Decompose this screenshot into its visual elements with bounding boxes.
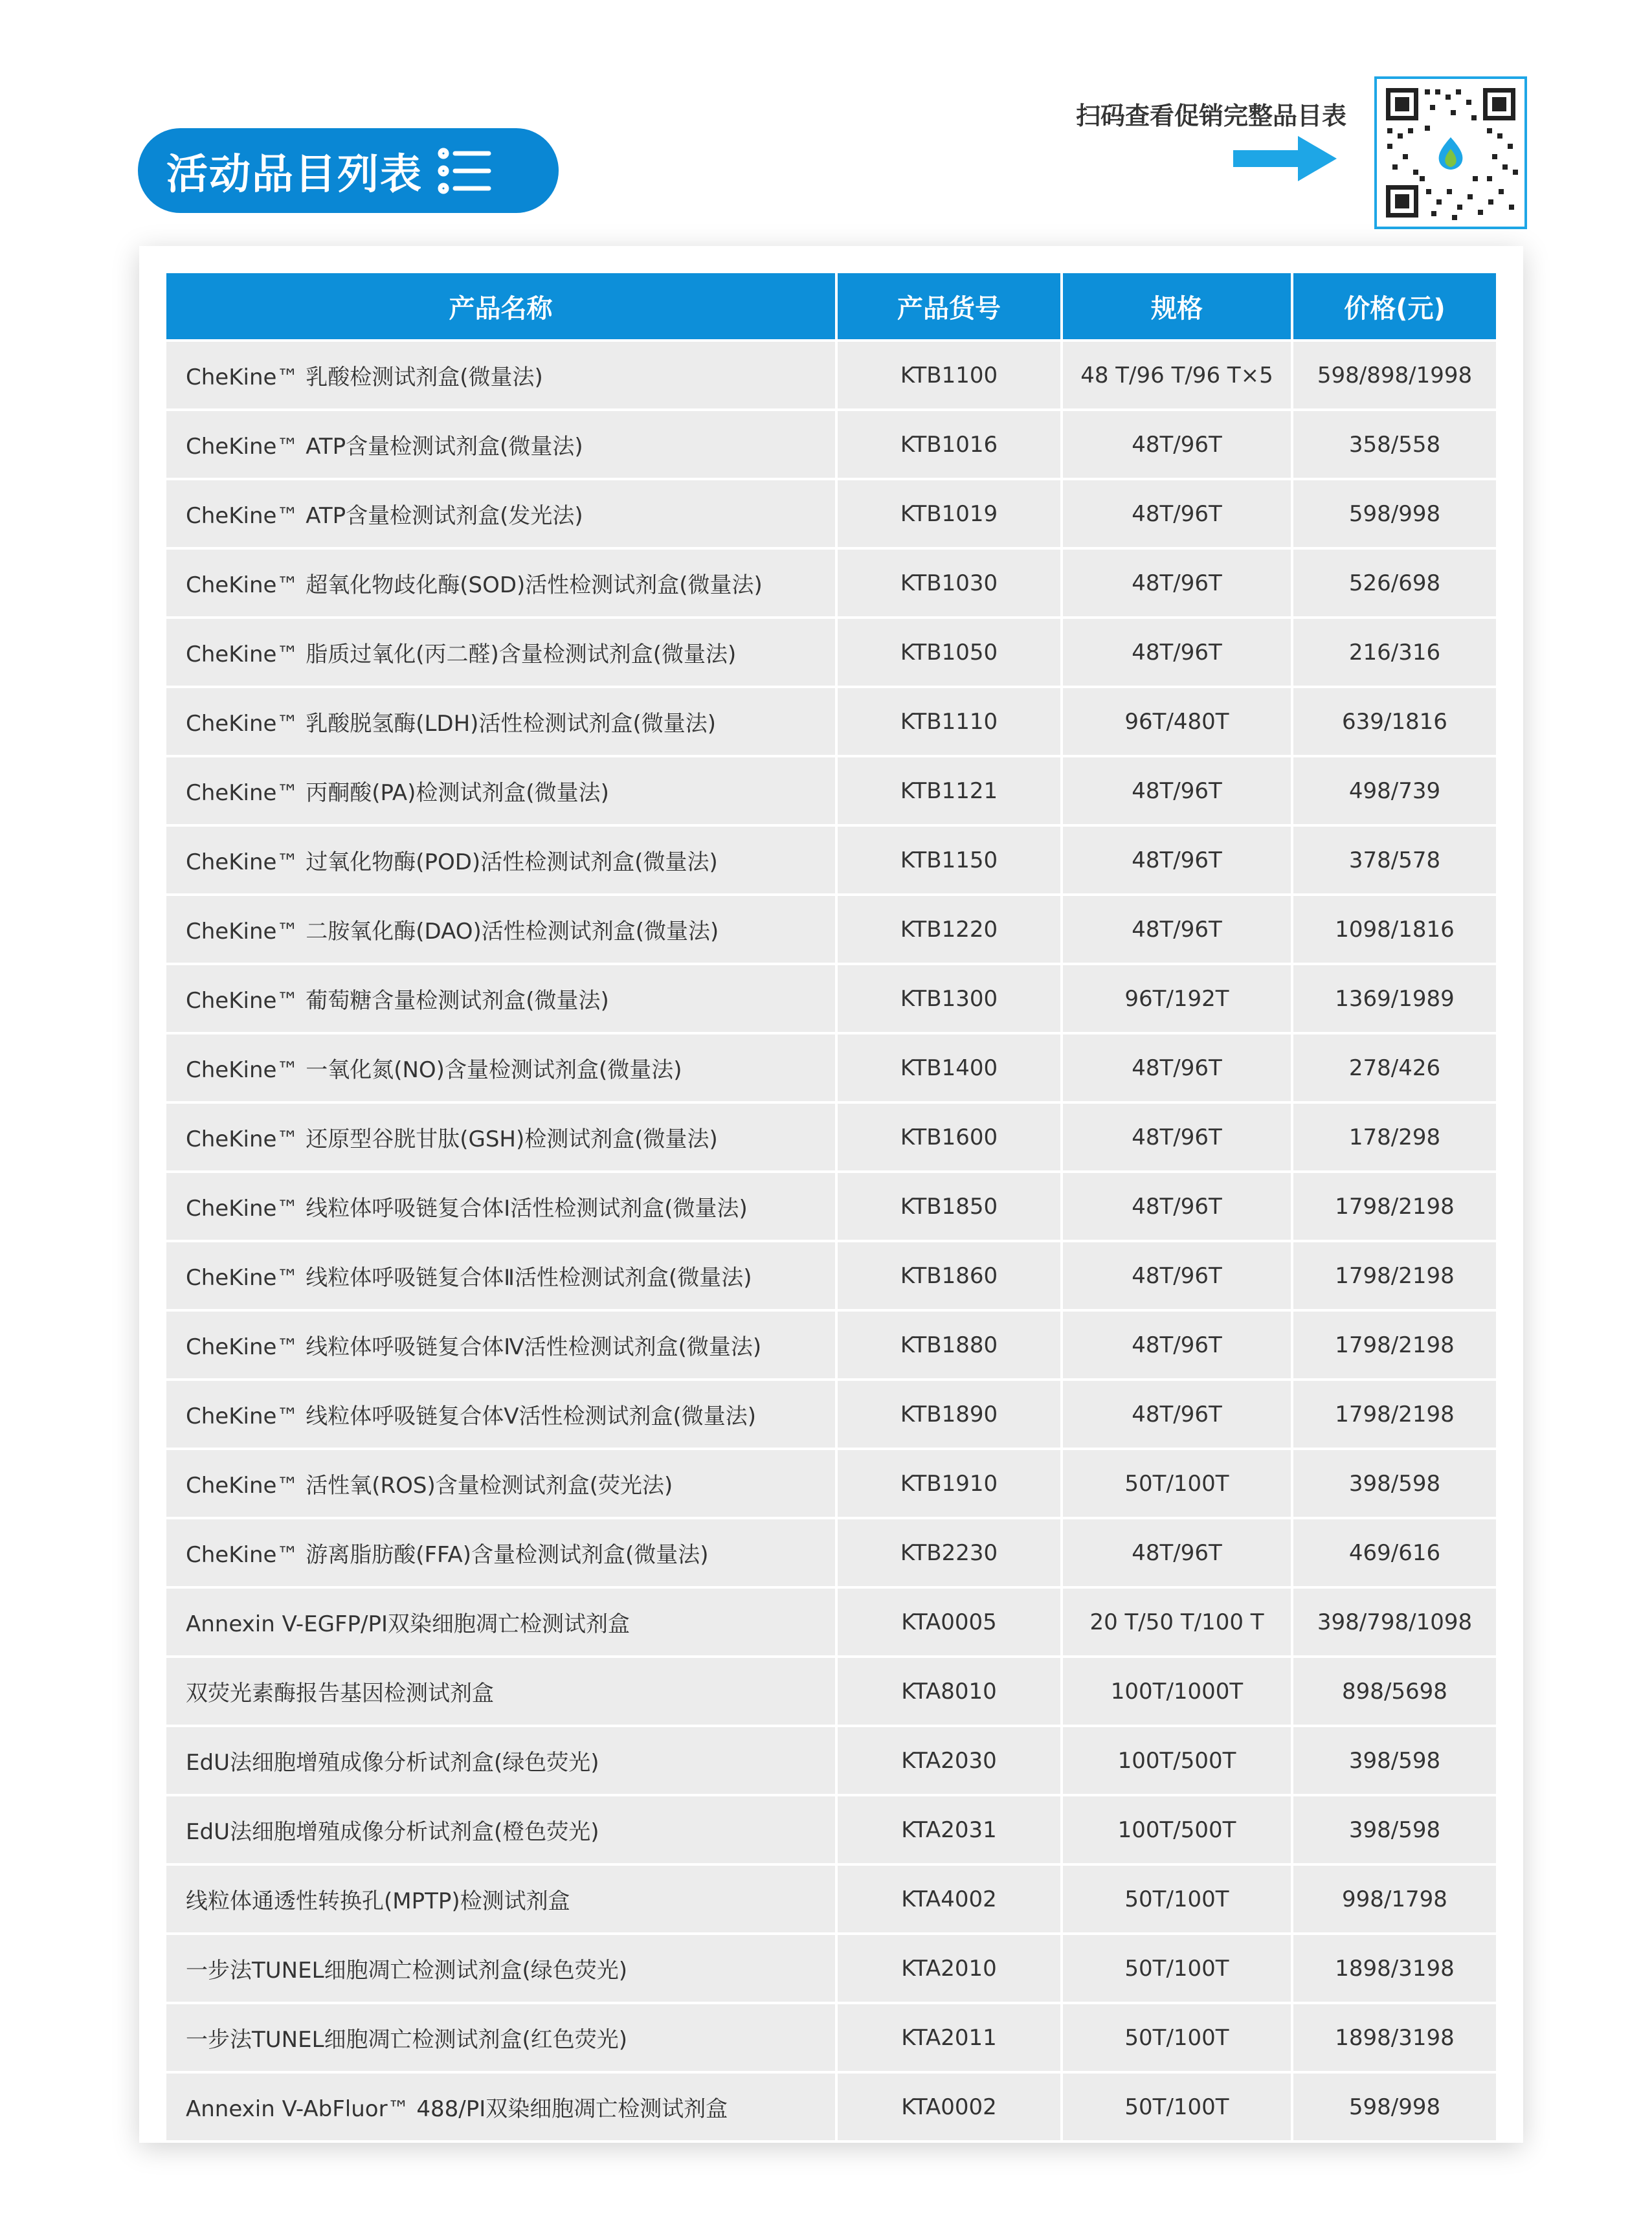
product-name-cell: CheKine™ ATP含量检测试剂盒(微量法): [166, 411, 835, 478]
product-spec-cell: 48T/96T: [1063, 1312, 1291, 1378]
qr-code[interactable]: [1374, 76, 1527, 229]
product-name-cell: Annexin V-AbFluor™ 488/PI双染细胞凋亡检测试剂盒: [166, 2074, 835, 2140]
page-title: 活动品目列表: [166, 150, 423, 199]
product-spec-cell: 20 T/50 T/100 T: [1063, 1589, 1291, 1655]
product-price-cell: 1798/2198: [1293, 1381, 1496, 1448]
product-price-cell: 598/998: [1293, 480, 1496, 547]
product-spec-cell: 100T/1000T: [1063, 1658, 1291, 1725]
product-price-cell: 1898/3198: [1293, 1935, 1496, 2002]
product-spec-cell: 48T/96T: [1063, 1173, 1291, 1240]
table-row: [166, 965, 1496, 1032]
product-code-cell: KTB1110: [838, 688, 1060, 755]
product-price-cell: 639/1816: [1293, 688, 1496, 755]
product-name-cell: CheKine™ 一氧化氮(NO)含量检测试剂盒(微量法): [166, 1034, 835, 1101]
product-name-cell: CheKine™ 葡萄糖含量检测试剂盒(微量法): [166, 965, 835, 1032]
product-name-cell: CheKine™ 线粒体呼吸链复合体Ⅱ活性检测试剂盒(微量法): [166, 1242, 835, 1309]
table-row: [166, 1034, 1496, 1101]
product-price-cell: 1098/1816: [1293, 896, 1496, 963]
product-name-cell: CheKine™ 还原型谷胱甘肽(GSH)检测试剂盒(微量法): [166, 1104, 835, 1170]
product-code-cell: KTB1400: [838, 1034, 1060, 1101]
product-spec-cell: 48T/96T: [1063, 550, 1291, 616]
product-code-cell: KTA0005: [838, 1589, 1060, 1655]
product-price-cell: 178/298: [1293, 1104, 1496, 1170]
product-name-cell: CheKine™ 游离脂肪酸(FFA)含量检测试剂盒(微量法): [166, 1519, 835, 1586]
product-price-cell: 526/698: [1293, 550, 1496, 616]
product-code-cell: KTB1910: [838, 1450, 1060, 1517]
product-name-cell: CheKine™ 脂质过氧化(丙二醛)含量检测试剂盒(微量法): [166, 619, 835, 686]
product-spec-cell: 50T/100T: [1063, 1866, 1291, 1932]
table-row: [166, 1935, 1496, 2002]
product-code-cell: KTB1850: [838, 1173, 1060, 1240]
product-price-cell: 1798/2198: [1293, 1242, 1496, 1309]
column-header-name: 产品名称: [166, 273, 835, 339]
product-code-cell: KTA2030: [838, 1727, 1060, 1794]
table-row: [166, 342, 1496, 408]
product-code-cell: KTB2230: [838, 1519, 1060, 1586]
product-price-cell: 1798/2198: [1293, 1312, 1496, 1378]
product-spec-cell: 50T/100T: [1063, 1450, 1291, 1517]
table-row: [166, 1589, 1496, 1655]
product-spec-cell: 48 T/96 T/96 T×5: [1063, 342, 1291, 408]
product-code-cell: KTB1019: [838, 480, 1060, 547]
product-spec-cell: 48T/96T: [1063, 1242, 1291, 1309]
product-name-cell: CheKine™ 过氧化物酶(POD)活性检测试剂盒(微量法): [166, 827, 835, 893]
product-price-cell: 1898/3198: [1293, 2004, 1496, 2071]
product-name-cell: CheKine™ 线粒体呼吸链复合体Ⅰ活性检测试剂盒(微量法): [166, 1173, 835, 1240]
product-spec-cell: 100T/500T: [1063, 1796, 1291, 1863]
product-spec-cell: 96T/192T: [1063, 965, 1291, 1032]
product-name-cell: CheKine™ 二胺氧化酶(DAO)活性检测试剂盒(微量法): [166, 896, 835, 963]
product-price-cell: 398/798/1098: [1293, 1589, 1496, 1655]
product-name-cell: CheKine™ 线粒体呼吸链复合体Ⅴ活性检测试剂盒(微量法): [166, 1381, 835, 1448]
table-row: [166, 1104, 1496, 1170]
product-spec-cell: 48T/96T: [1063, 1381, 1291, 1448]
product-spec-cell: 48T/96T: [1063, 1034, 1291, 1101]
product-price-cell: 898/5698: [1293, 1658, 1496, 1725]
product-code-cell: KTB1030: [838, 550, 1060, 616]
table-row: [166, 1519, 1496, 1586]
table-row: [166, 411, 1496, 478]
product-name-cell: CheKine™ 线粒体呼吸链复合体Ⅳ活性检测试剂盒(微量法): [166, 1312, 835, 1378]
table-row: [166, 896, 1496, 963]
product-code-cell: KTA8010: [838, 1658, 1060, 1725]
qr-code-icon: [1377, 79, 1524, 227]
product-price-cell: 498/739: [1293, 757, 1496, 824]
table-row: [166, 1658, 1496, 1725]
product-name-cell: CheKine™ ATP含量检测试剂盒(发光法): [166, 480, 835, 547]
product-price-cell: 358/558: [1293, 411, 1496, 478]
column-header-spec: 规格: [1063, 273, 1291, 339]
column-header-price: 价格(元): [1293, 273, 1496, 339]
product-code-cell: KTB1860: [838, 1242, 1060, 1309]
product-name-cell: 一步法TUNEL细胞凋亡检测试剂盒(绿色荧光): [166, 1935, 835, 2002]
product-code-cell: KTB1150: [838, 827, 1060, 893]
product-price-cell: 598/898/1998: [1293, 342, 1496, 408]
table-header-row: [166, 273, 1496, 339]
product-price-cell: 398/598: [1293, 1796, 1496, 1863]
product-price-cell: 998/1798: [1293, 1866, 1496, 1932]
product-spec-cell: 50T/100T: [1063, 2004, 1291, 2071]
list-icon: [437, 146, 493, 196]
product-price-cell: 598/998: [1293, 2074, 1496, 2140]
product-spec-cell: 48T/96T: [1063, 480, 1291, 547]
product-name-cell: CheKine™ 丙酮酸(PA)检测试剂盒(微量法): [166, 757, 835, 824]
product-name-cell: CheKine™ 乳酸检测试剂盒(微量法): [166, 342, 835, 408]
product-name-cell: CheKine™ 活性氧(ROS)含量检测试剂盒(荧光法): [166, 1450, 835, 1517]
title-banner: [138, 128, 559, 213]
product-spec-cell: 48T/96T: [1063, 1519, 1291, 1586]
product-code-cell: KTB1880: [838, 1312, 1060, 1378]
table-row: [166, 2074, 1496, 2140]
product-code-cell: KTA2031: [838, 1796, 1060, 1863]
table-row: [166, 1796, 1496, 1863]
product-price-cell: 216/316: [1293, 619, 1496, 686]
product-code-cell: KTB1121: [838, 757, 1060, 824]
table-row: [166, 1312, 1496, 1378]
product-code-cell: KTB1890: [838, 1381, 1060, 1448]
product-code-cell: KTA2010: [838, 1935, 1060, 2002]
product-name-cell: CheKine™ 乳酸脱氢酶(LDH)活性检测试剂盒(微量法): [166, 688, 835, 755]
product-code-cell: KTA4002: [838, 1866, 1060, 1932]
product-price-cell: 398/598: [1293, 1727, 1496, 1794]
product-code-cell: KTB1050: [838, 619, 1060, 686]
product-code-cell: KTA2011: [838, 2004, 1060, 2071]
product-name-cell: 双荧光素酶报告基因检测试剂盒: [166, 1658, 835, 1725]
product-name-cell: EdU法细胞增殖成像分析试剂盒(橙色荧光): [166, 1796, 835, 1863]
arrow-right-icon: [1233, 136, 1337, 181]
product-table-card: [139, 246, 1523, 2143]
product-name-cell: 线粒体通透性转换孔(MPTP)检测试剂盒: [166, 1866, 835, 1932]
table-row: [166, 757, 1496, 824]
table-row: [166, 1242, 1496, 1309]
column-header-code: 产品货号: [838, 273, 1060, 339]
product-name-cell: 一步法TUNEL细胞凋亡检测试剂盒(红色荧光): [166, 2004, 835, 2071]
table-row: [166, 1727, 1496, 1794]
product-code-cell: KTB1100: [838, 342, 1060, 408]
product-spec-cell: 48T/96T: [1063, 1104, 1291, 1170]
table-row: [166, 1450, 1496, 1517]
product-price-cell: 1369/1989: [1293, 965, 1496, 1032]
product-price-cell: 398/598: [1293, 1450, 1496, 1517]
product-spec-cell: 50T/100T: [1063, 1935, 1291, 2002]
table-row: [166, 688, 1496, 755]
product-code-cell: KTB1220: [838, 896, 1060, 963]
product-spec-cell: 48T/96T: [1063, 619, 1291, 686]
product-spec-cell: 48T/96T: [1063, 757, 1291, 824]
product-code-cell: KTA0002: [838, 2074, 1060, 2140]
product-price-cell: 378/578: [1293, 827, 1496, 893]
product-price-cell: 469/616: [1293, 1519, 1496, 1586]
product-name-cell: EdU法细胞增殖成像分析试剂盒(绿色荧光): [166, 1727, 835, 1794]
table-row: [166, 1381, 1496, 1448]
product-name-cell: CheKine™ 超氧化物歧化酶(SOD)活性检测试剂盒(微量法): [166, 550, 835, 616]
product-table: [164, 271, 1499, 2143]
product-price-cell: 1798/2198: [1293, 1173, 1496, 1240]
table-row: [166, 480, 1496, 547]
product-name-cell: Annexin V-EGFP/PI双染细胞凋亡检测试剂盒: [166, 1589, 835, 1655]
table-row: [166, 1866, 1496, 1932]
qr-caption: 扫码查看促销完整品目表: [1075, 102, 1346, 130]
product-spec-cell: 48T/96T: [1063, 827, 1291, 893]
product-code-cell: KTB1300: [838, 965, 1060, 1032]
table-row: [166, 619, 1496, 686]
product-price-cell: 278/426: [1293, 1034, 1496, 1101]
product-spec-cell: 48T/96T: [1063, 896, 1291, 963]
product-spec-cell: 50T/100T: [1063, 2074, 1291, 2140]
table-row: [166, 827, 1496, 893]
product-spec-cell: 100T/500T: [1063, 1727, 1291, 1794]
table-row: [166, 2004, 1496, 2071]
product-spec-cell: 96T/480T: [1063, 688, 1291, 755]
table-row: [166, 1173, 1496, 1240]
product-spec-cell: 48T/96T: [1063, 411, 1291, 478]
product-code-cell: KTB1016: [838, 411, 1060, 478]
table-row: [166, 550, 1496, 616]
product-code-cell: KTB1600: [838, 1104, 1060, 1170]
